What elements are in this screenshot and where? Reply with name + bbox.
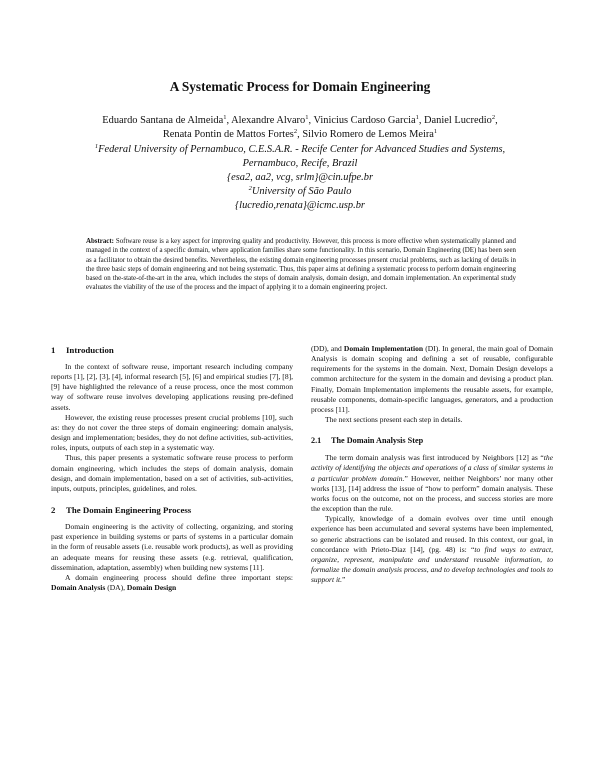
text-run: Typically, knowledge of a domain evolves over time until enough experience has been accumulated and several systems have been implemented, so generic abstractions can be isolated and reused. In this context, our goal, in concordance with Prieto-Diaz [14], (pg. 48) is: “ (311, 514, 553, 554)
affiliation-1-line-1: Federal University of Pernambuco, C.E.S.A.R. - Recife Center for Advanced Studies and Systems, (98, 144, 506, 155)
quote: the activity of identifying the objects and operations of a class of similar systems in a particular problem domain. (311, 453, 553, 483)
paragraph (311, 514, 553, 585)
paragraph: However, the existing reuse processes present crucial problems [10], such as: they do not cover the three steps of domain engineering: domain analysis, design and implementation; besides, they do not define activities, sub-activities, roles, inputs, outputs of each step in a systematic way. (51, 412, 293, 453)
author-line-1 (40, 114, 560, 128)
author: Renata Pontin de Mattos Fortes (162, 129, 294, 140)
text-run: A domain engineering process should define three important steps: (65, 572, 293, 582)
affiliation-1 (40, 143, 560, 213)
affiliation-2-email: {lucredio,renata}@icmc.usp.br (235, 200, 365, 211)
affiliation-1-email: {esa2, aa2, vcg, srlm}@cin.ufpe.br (226, 172, 373, 183)
subsection-number: 2.1 (311, 436, 322, 446)
affiliation-1-line-2: Pernambuco, Recife, Brazil (242, 158, 358, 169)
author-affiliation-mark: 1 (223, 114, 227, 121)
section-title: Introduction (66, 345, 114, 355)
term-domain-implementation: Domain Implementation (343, 344, 424, 353)
term-domain-analysis: Domain Analysis (51, 582, 106, 592)
author-separator: , (495, 115, 498, 126)
author: Daniel Lucredio (424, 115, 492, 126)
author-affiliation-mark: 1 (305, 114, 309, 121)
section-heading-introduction (51, 344, 293, 356)
text-run: The term domain analysis was first introduced by Neighbors [12] as “ (325, 453, 544, 463)
paragraph: Thus, this paper presents a systematic software reuse process to perform domain engineering, which includes the steps of domain analysis, domain design, and domain implementation, based on a set of activities, sub-activities, inputs, outputs, principles, guidelines, and roles. (51, 453, 293, 493)
author-separator: , (308, 115, 314, 126)
section-heading-domain-engineering-process (51, 504, 293, 516)
quote: to find ways to extract, organize, represent, manipulate and understand reusable information, to formalize the domain analysis process, and to develop technologies and tools to support it. (311, 544, 553, 585)
paragraph (311, 453, 553, 514)
author-line-2 (40, 128, 560, 142)
author: Silvio Romero de Lemos Meira (302, 129, 434, 140)
term-domain-design: Domain Design (126, 582, 177, 592)
author-separator: , (226, 115, 232, 126)
affiliation-mark: 1 (94, 143, 99, 150)
affiliation-2-name: University of São Paulo (251, 186, 352, 197)
text-run: (DD), and (311, 344, 344, 353)
section-title: The Domain Engineering Process (66, 505, 192, 516)
author-affiliation-mark: 2 (293, 128, 298, 135)
author-affiliation-mark: 2 (491, 114, 496, 121)
author: Vinicius Cardoso Garcia (313, 115, 416, 126)
subsection-heading-domain-analysis-step (311, 435, 553, 447)
paragraph: In the context of software reuse, important research including company reports [1], [2], [3], [4], informal research [5], [6] and empirical studies [7], [8], [9] have highlighted the relevance of a reuse process, once the most common way of software reuse involves developing applications reusing pre-defined assets. (51, 362, 293, 412)
paragraph: Domain engineering is the activity of collecting, organizing, and storing past experience in building systems or parts of systems in a particular domain in the form of reusable assets (i.e. reusable work products), as well as providing an adequate means for reusing these assets (e.g. retrieval, qualification, dissemination, adaptation, assembly) when building new systems [11]. (51, 522, 293, 572)
abstract (86, 237, 516, 293)
author-affiliation-mark: 1 (433, 128, 438, 135)
text-run: (DA), (105, 582, 127, 592)
paragraph-continued (311, 344, 553, 415)
section-number: 2 (51, 505, 56, 516)
affiliation-mark: 2 (248, 185, 252, 192)
author-affiliation-mark: 1 (415, 114, 419, 121)
right-column (311, 344, 553, 585)
author-list (40, 114, 560, 142)
author: Alexandre Alvaro (231, 115, 306, 126)
author-separator: , (418, 115, 425, 126)
abstract-label: Abstract: (86, 238, 114, 245)
left-column (51, 344, 293, 593)
text-run: ” (342, 575, 346, 585)
author-separator: , (297, 129, 303, 140)
author: Eduardo Santana de Almeida (102, 115, 224, 126)
paragraph: The next sections present each step in details. (325, 415, 463, 425)
subsection-title: The Domain Analysis Step (331, 436, 424, 446)
paper-title: A Systematic Process for Domain Engineering (169, 79, 431, 94)
text-run: ” However, neither Neighbors’ nor many other works [13], [14] address the issue of “how to perform” domain analysis. These works focus on the outcome, not on the process, and success stories are more the exception than the rule. (311, 473, 553, 514)
abstract-text: Software reuse is a key aspect for improving quality and productivity. However, this process is more effective when systematically planned and managed in the context of a specific domain, where application families share some functionality. In this scenario, Domain Engineering (DE) has been seen as a facilitator to obtain the desired benefits. Nevertheless, the existing domain engineering processes present crucial problems, such as lacking of details in the three basic steps of domain engineering and not being systematic. Thus, this paper aims at defining a systematic process to perform domain engineering based on the-state-of-the-art in the area, which includes the steps of domain analysis, domain design, and domain implementation. An experimental study evaluates the viability of the use of the process and the impact of applying it to a domain engineering project. (86, 238, 516, 292)
text-run: (DI). In general, the main goal of Domain Analysis is domain scoping and defining a set of reusable, configurable requirements for the systems in the domain. Next, Domain Design develops a common architecture for the system in the domain and devising a product plan. Finally, Domain Implementation implements the reusable assets, for example, reusable components, domain-specific languages, generators, and a production process [11]. (311, 344, 553, 414)
section-number: 1 (51, 345, 56, 355)
paragraph (51, 573, 293, 593)
